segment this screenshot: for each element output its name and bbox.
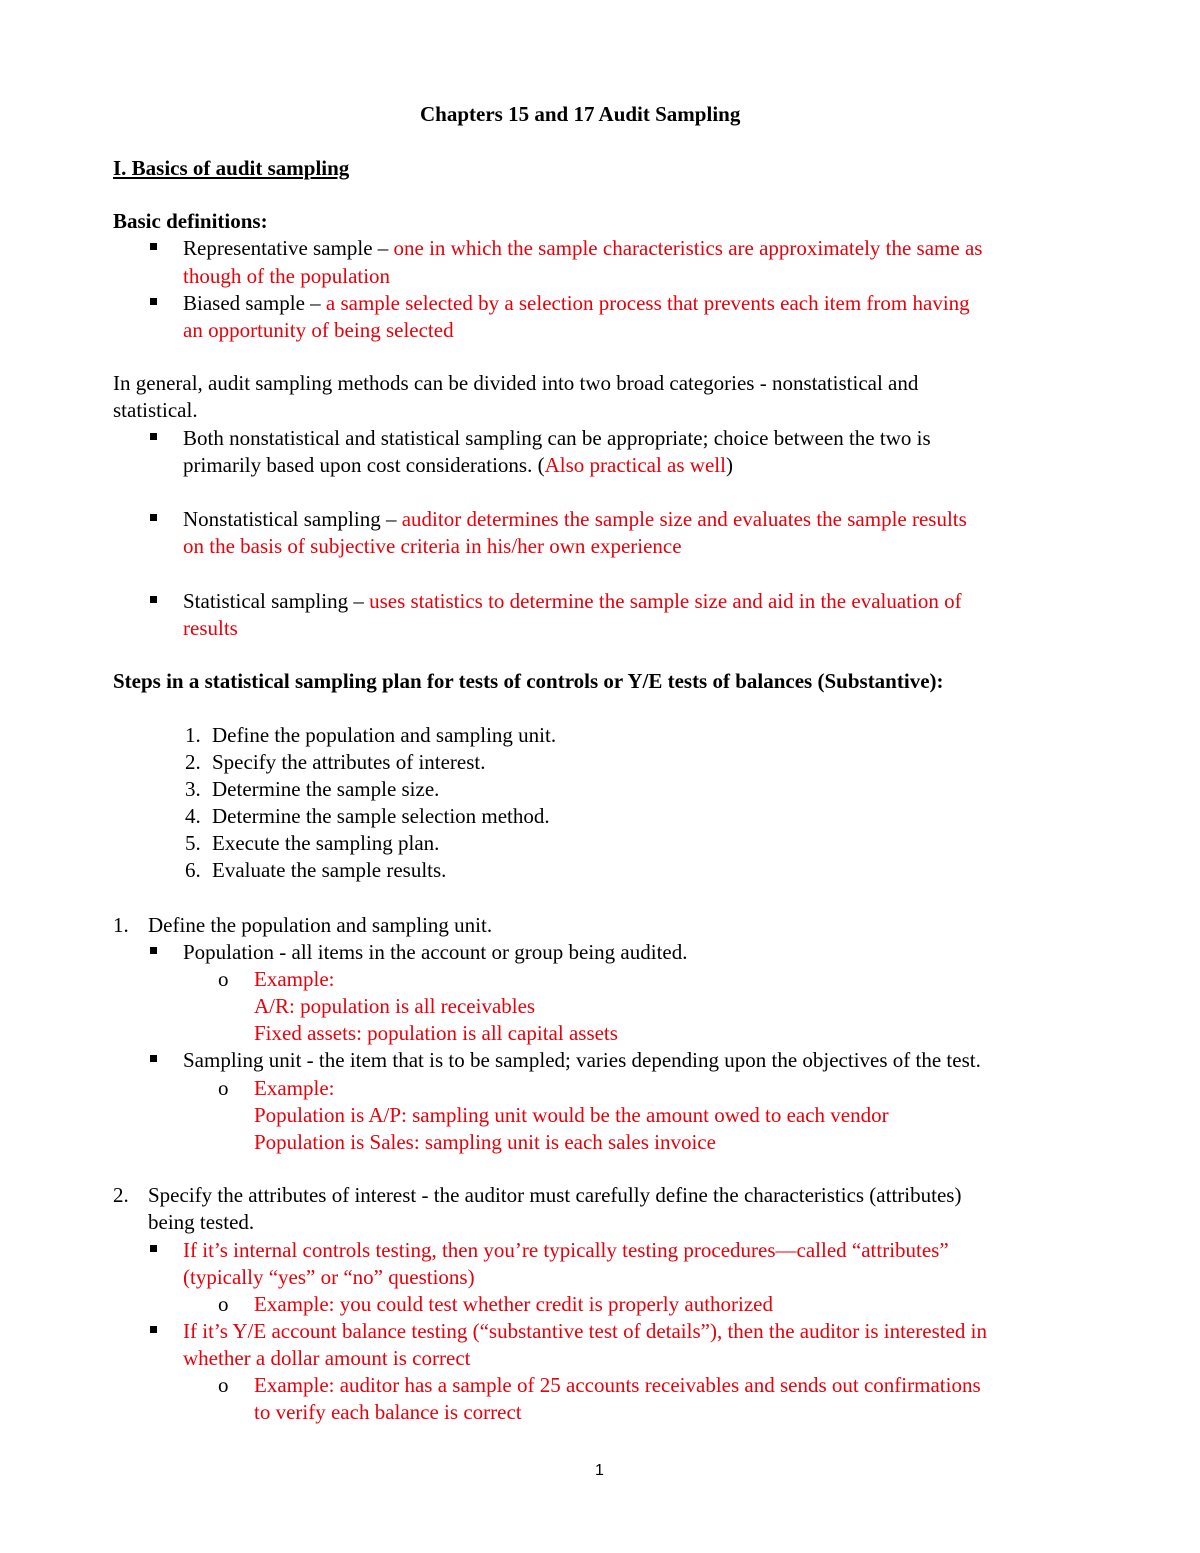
list-number: 6. <box>185 858 201 882</box>
bullet-circle-icon: o <box>218 1292 229 1316</box>
bullet-sampling-unit: Sampling unit - the item that is to be sampled; varies depending upon the objectives of the test. <box>183 1048 981 1072</box>
steps-heading: Steps in a statistical sampling plan for tests of controls or Y/E tests of balances (Substantive): <box>113 669 944 693</box>
list-number: 3. <box>185 777 201 801</box>
bullet-text: whether a dollar amount is correct <box>183 1346 471 1370</box>
definition-text: results <box>183 616 238 640</box>
list-item: Determine the sample size. <box>212 777 440 801</box>
text-run: primarily based upon cost considerations. ( <box>183 453 545 477</box>
bullet-square-icon <box>150 514 157 521</box>
definition-representative <box>183 235 982 262</box>
term-label: Nonstatistical sampling – <box>183 507 402 531</box>
bullet-square-icon <box>150 596 157 603</box>
bullet-circle-icon: o <box>218 1076 229 1100</box>
definition-text: an opportunity of being selected <box>183 318 454 342</box>
list-item: Evaluate the sample results. <box>212 858 447 882</box>
paragraph-line: In general, audit sampling methods can be divided into two broad categories - nonstatistical and <box>113 371 919 395</box>
list-item: Define the population and sampling unit. <box>212 723 557 747</box>
bullet-statistical <box>183 588 962 615</box>
definitions-heading: Basic definitions: <box>113 209 268 233</box>
list-number: 1. <box>185 723 201 747</box>
definition-biased <box>183 290 970 317</box>
list-number: 1. <box>113 913 129 937</box>
bullet-text: (typically “yes” or “no” questions) <box>183 1265 475 1289</box>
bullet-square-icon <box>150 1245 157 1252</box>
bullet-text: If it’s Y/E account balance testing (“substantive test of details”), then the auditor is interested in <box>183 1319 987 1343</box>
list-item: Execute the sampling plan. <box>212 831 440 855</box>
bullet-square-icon <box>150 1055 157 1062</box>
bullet-square-icon <box>150 1326 157 1333</box>
bullet-square-icon <box>150 298 157 305</box>
term-label: Representative sample – <box>183 236 394 260</box>
definition-text: a sample selected by a selection process that prevents each item from having <box>325 291 970 315</box>
example-text: Population is Sales: sampling unit is each sales invoice <box>254 1130 716 1154</box>
example-label: Example: <box>254 967 335 991</box>
example-text: Example: you could test whether credit is properly authorized <box>254 1292 774 1316</box>
bullet-square-icon <box>150 243 157 250</box>
example-text: to verify each balance is correct <box>254 1400 522 1424</box>
page-number: 1 <box>595 1462 604 1479</box>
bullet-population: Population - all items in the account or group being audited. <box>183 940 688 964</box>
section-heading-basics: I. Basics of audit sampling <box>113 156 350 180</box>
bullet-circle-icon: o <box>218 967 229 991</box>
list-item: Determine the sample selection method. <box>212 804 550 828</box>
step1-title: Define the population and sampling unit. <box>148 913 493 937</box>
definition-text: though of the population <box>183 264 391 288</box>
step2-title: Specify the attributes of interest - the auditor must carefully define the characteristics (attributes) <box>148 1183 962 1207</box>
bullet-text: Both nonstatistical and statistical sampling can be appropriate; choice between the two is <box>183 426 931 450</box>
list-number: 5. <box>185 831 201 855</box>
step2-title: being tested. <box>148 1210 255 1234</box>
definition-text: on the basis of subjective criteria in his/her own experience <box>183 534 682 558</box>
bullet-text: If it’s internal controls testing, then you’re typically testing procedures—called “attributes” <box>183 1238 949 1262</box>
bullet-text <box>183 452 733 479</box>
bullet-nonstatistical <box>183 506 967 533</box>
document-title: Chapters 15 and 17 Audit Sampling <box>420 102 741 126</box>
bullet-circle-icon: o <box>218 1373 229 1397</box>
list-number: 2. <box>113 1183 129 1207</box>
list-number: 2. <box>185 750 201 774</box>
example-text: A/R: population is all receivables <box>254 994 536 1018</box>
text-run: Also practical as well <box>544 453 726 477</box>
definition-text: one in which the sample characteristics are approximately the same as <box>393 236 983 260</box>
list-item: Specify the attributes of interest. <box>212 750 486 774</box>
term-label: Statistical sampling – <box>183 589 370 613</box>
term-label: Biased sample – <box>183 291 326 315</box>
example-text: Example: auditor has a sample of 25 accounts receivables and sends out confirmations <box>254 1373 981 1397</box>
paragraph-line: statistical. <box>113 398 198 422</box>
text-run: ) <box>725 453 733 477</box>
definition-text: auditor determines the sample size and evaluates the sample results <box>401 507 967 531</box>
bullet-square-icon <box>150 947 157 954</box>
list-number: 4. <box>185 804 201 828</box>
example-text: Population is A/P: sampling unit would be the amount owed to each vendor <box>254 1103 889 1127</box>
example-label: Example: <box>254 1076 335 1100</box>
example-text: Fixed assets: population is all capital assets <box>254 1021 618 1045</box>
definition-text: uses statistics to determine the sample size and aid in the evaluation of <box>369 589 962 613</box>
bullet-square-icon <box>150 433 157 440</box>
